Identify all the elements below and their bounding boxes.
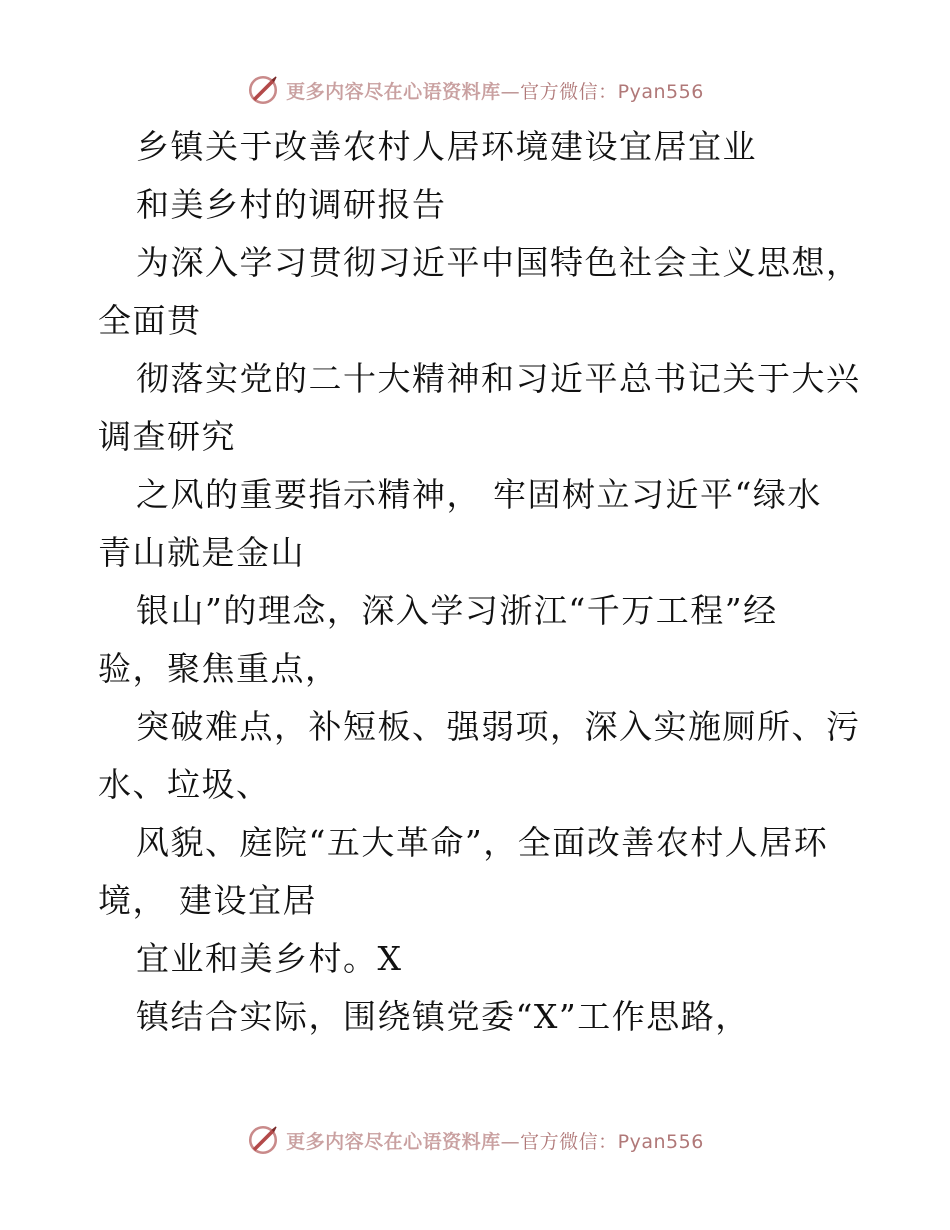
footer-dash: — [500,1130,521,1153]
doc-line: 银山”的理念，深入学习浙江“千万工程”经 [136,591,778,630]
doc-line: 为深入学习贯彻习近平中国特色社会主义思想， [136,243,861,282]
doc-title-line-1: 乡镇关于改善农村人居环境建设宜居宜业 [136,127,757,166]
doc-line: 境， 建设宜居 [98,881,317,920]
footer-slogan: 更多内容尽在心语资料库 [286,1130,501,1153]
doc-line: 彻落实党的二十大精神和习近平总书记关于大兴 [136,359,861,398]
header-dash: — [500,80,521,103]
footer-wechat: 官方微信：Pyan556 [520,1130,704,1153]
doc-line: 之风的重要指示精神， 牢固树立习近平“绿水 [136,475,822,514]
doc-line: 验，聚焦重点， [98,649,340,688]
doc-title-line-2: 和美乡村的调研报告 [136,185,447,224]
doc-line: 全面贯 [98,301,202,340]
doc-line: 水、垃圾、 [98,765,271,804]
doc-line: 突破难点，补短板、强弱项，深入实施厕所、污 [136,707,861,746]
pen-circle-logo-icon [246,73,280,107]
doc-line: 宜业和美乡村。X [136,939,403,978]
document-body [98,118,861,1046]
doc-line: 青山就是金山 [98,533,305,572]
header-slogan: 更多内容尽在心语资料库 [286,80,501,103]
doc-line: 调查研究 [98,417,236,456]
doc-line: 风貌、庭院“五大革命”，全面改善农村人居环 [136,823,829,862]
footer-banner [0,1120,950,1160]
header-wechat: 官方微信：Pyan556 [520,80,704,103]
pen-circle-logo-icon [246,1123,280,1157]
header-banner [0,70,950,110]
doc-line: 镇结合实际，围绕镇党委“X”工作思路， [136,997,750,1036]
